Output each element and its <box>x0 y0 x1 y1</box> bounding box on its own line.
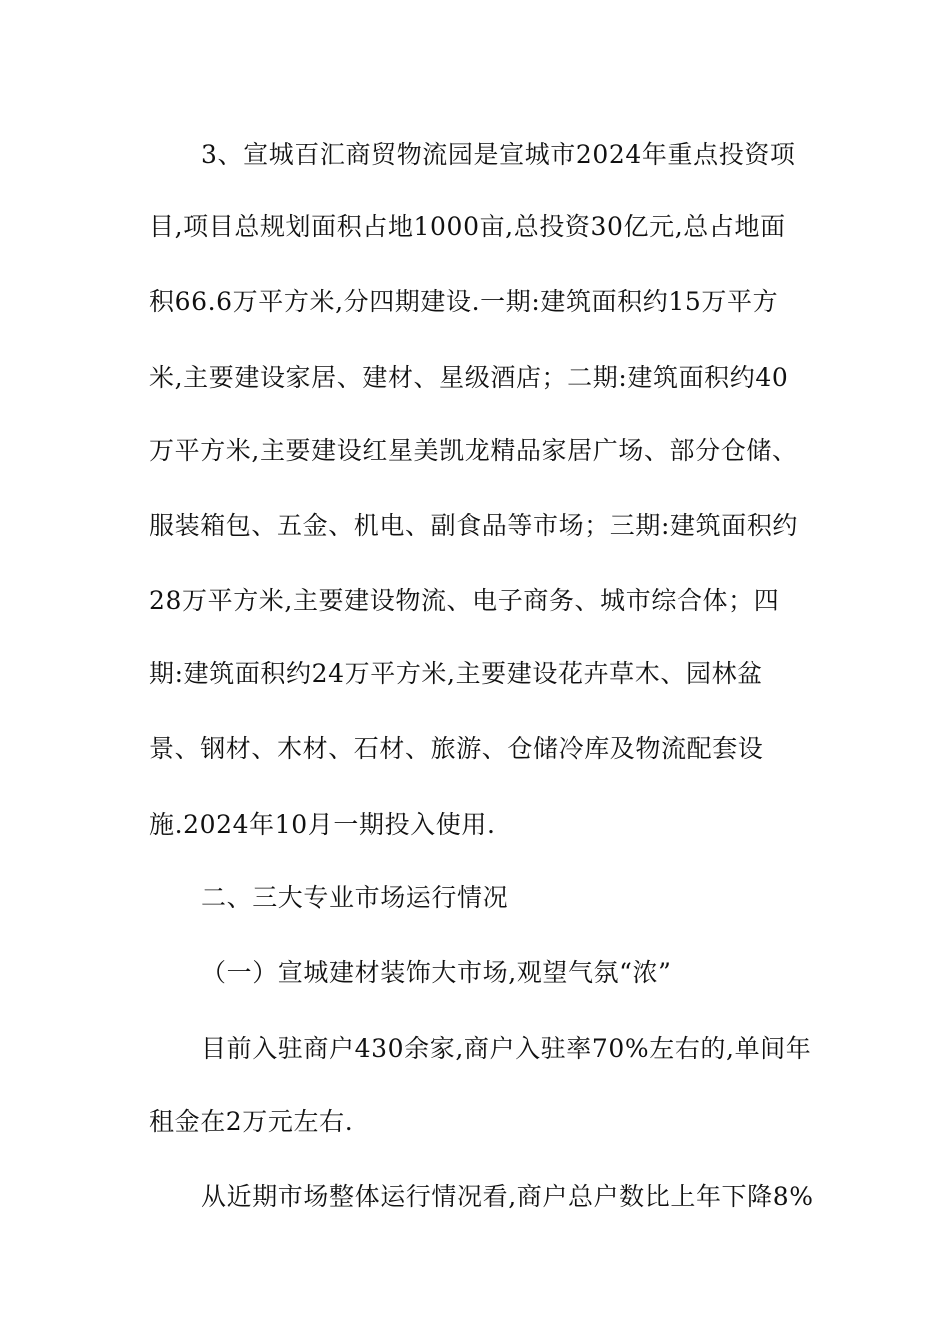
paragraph-3-line-1: 从近期市场整体运行情况看,商户总户数比上年下降8% <box>201 1182 814 1211</box>
paragraph-1-line-10: 施.2024年10月一期投入使用. <box>149 810 496 839</box>
paragraph-1-line-1: 3、宣城百汇商贸物流园是宣城市2024年重点投资项 <box>201 140 796 169</box>
subsection-heading: （一）宣城建材装饰大市场,观望气氛“浓” <box>201 958 672 987</box>
section-heading: 二、三大专业市场运行情况 <box>201 883 509 912</box>
paragraph-1-line-4: 米,主要建设家居、建材、星级酒店；二期:建筑面积约40 <box>149 363 789 392</box>
paragraph-1-line-9: 景、钢材、木材、石材、旅游、仓储冷库及物流配套设 <box>149 734 764 763</box>
paragraph-1-line-6: 服装箱包、五金、机电、副食品等市场；三期:建筑面积约 <box>149 511 799 540</box>
paragraph-1-line-5: 万平方米,主要建设红星美凯龙精品家居广场、部分仓储、 <box>149 436 798 465</box>
paragraph-2-line-2: 租金在2万元左右. <box>149 1107 354 1136</box>
paragraph-1-line-8: 期:建筑面积约24万平方米,主要建设花卉草木、园林盆 <box>149 659 763 688</box>
paragraph-1-line-3: 积66.6万平方米,分四期建设.一期:建筑面积约15万平方 <box>149 287 779 316</box>
paragraph-2-line-1: 目前入驻商户430余家,商户入驻率70%左右的,单间年 <box>201 1034 812 1063</box>
paragraph-1-line-7: 28万平方米,主要建设物流、电子商务、城市综合体；四 <box>149 586 780 615</box>
paragraph-1-line-2: 目,项目总规划面积占地1000亩,总投资30亿元,总占地面 <box>149 212 786 241</box>
